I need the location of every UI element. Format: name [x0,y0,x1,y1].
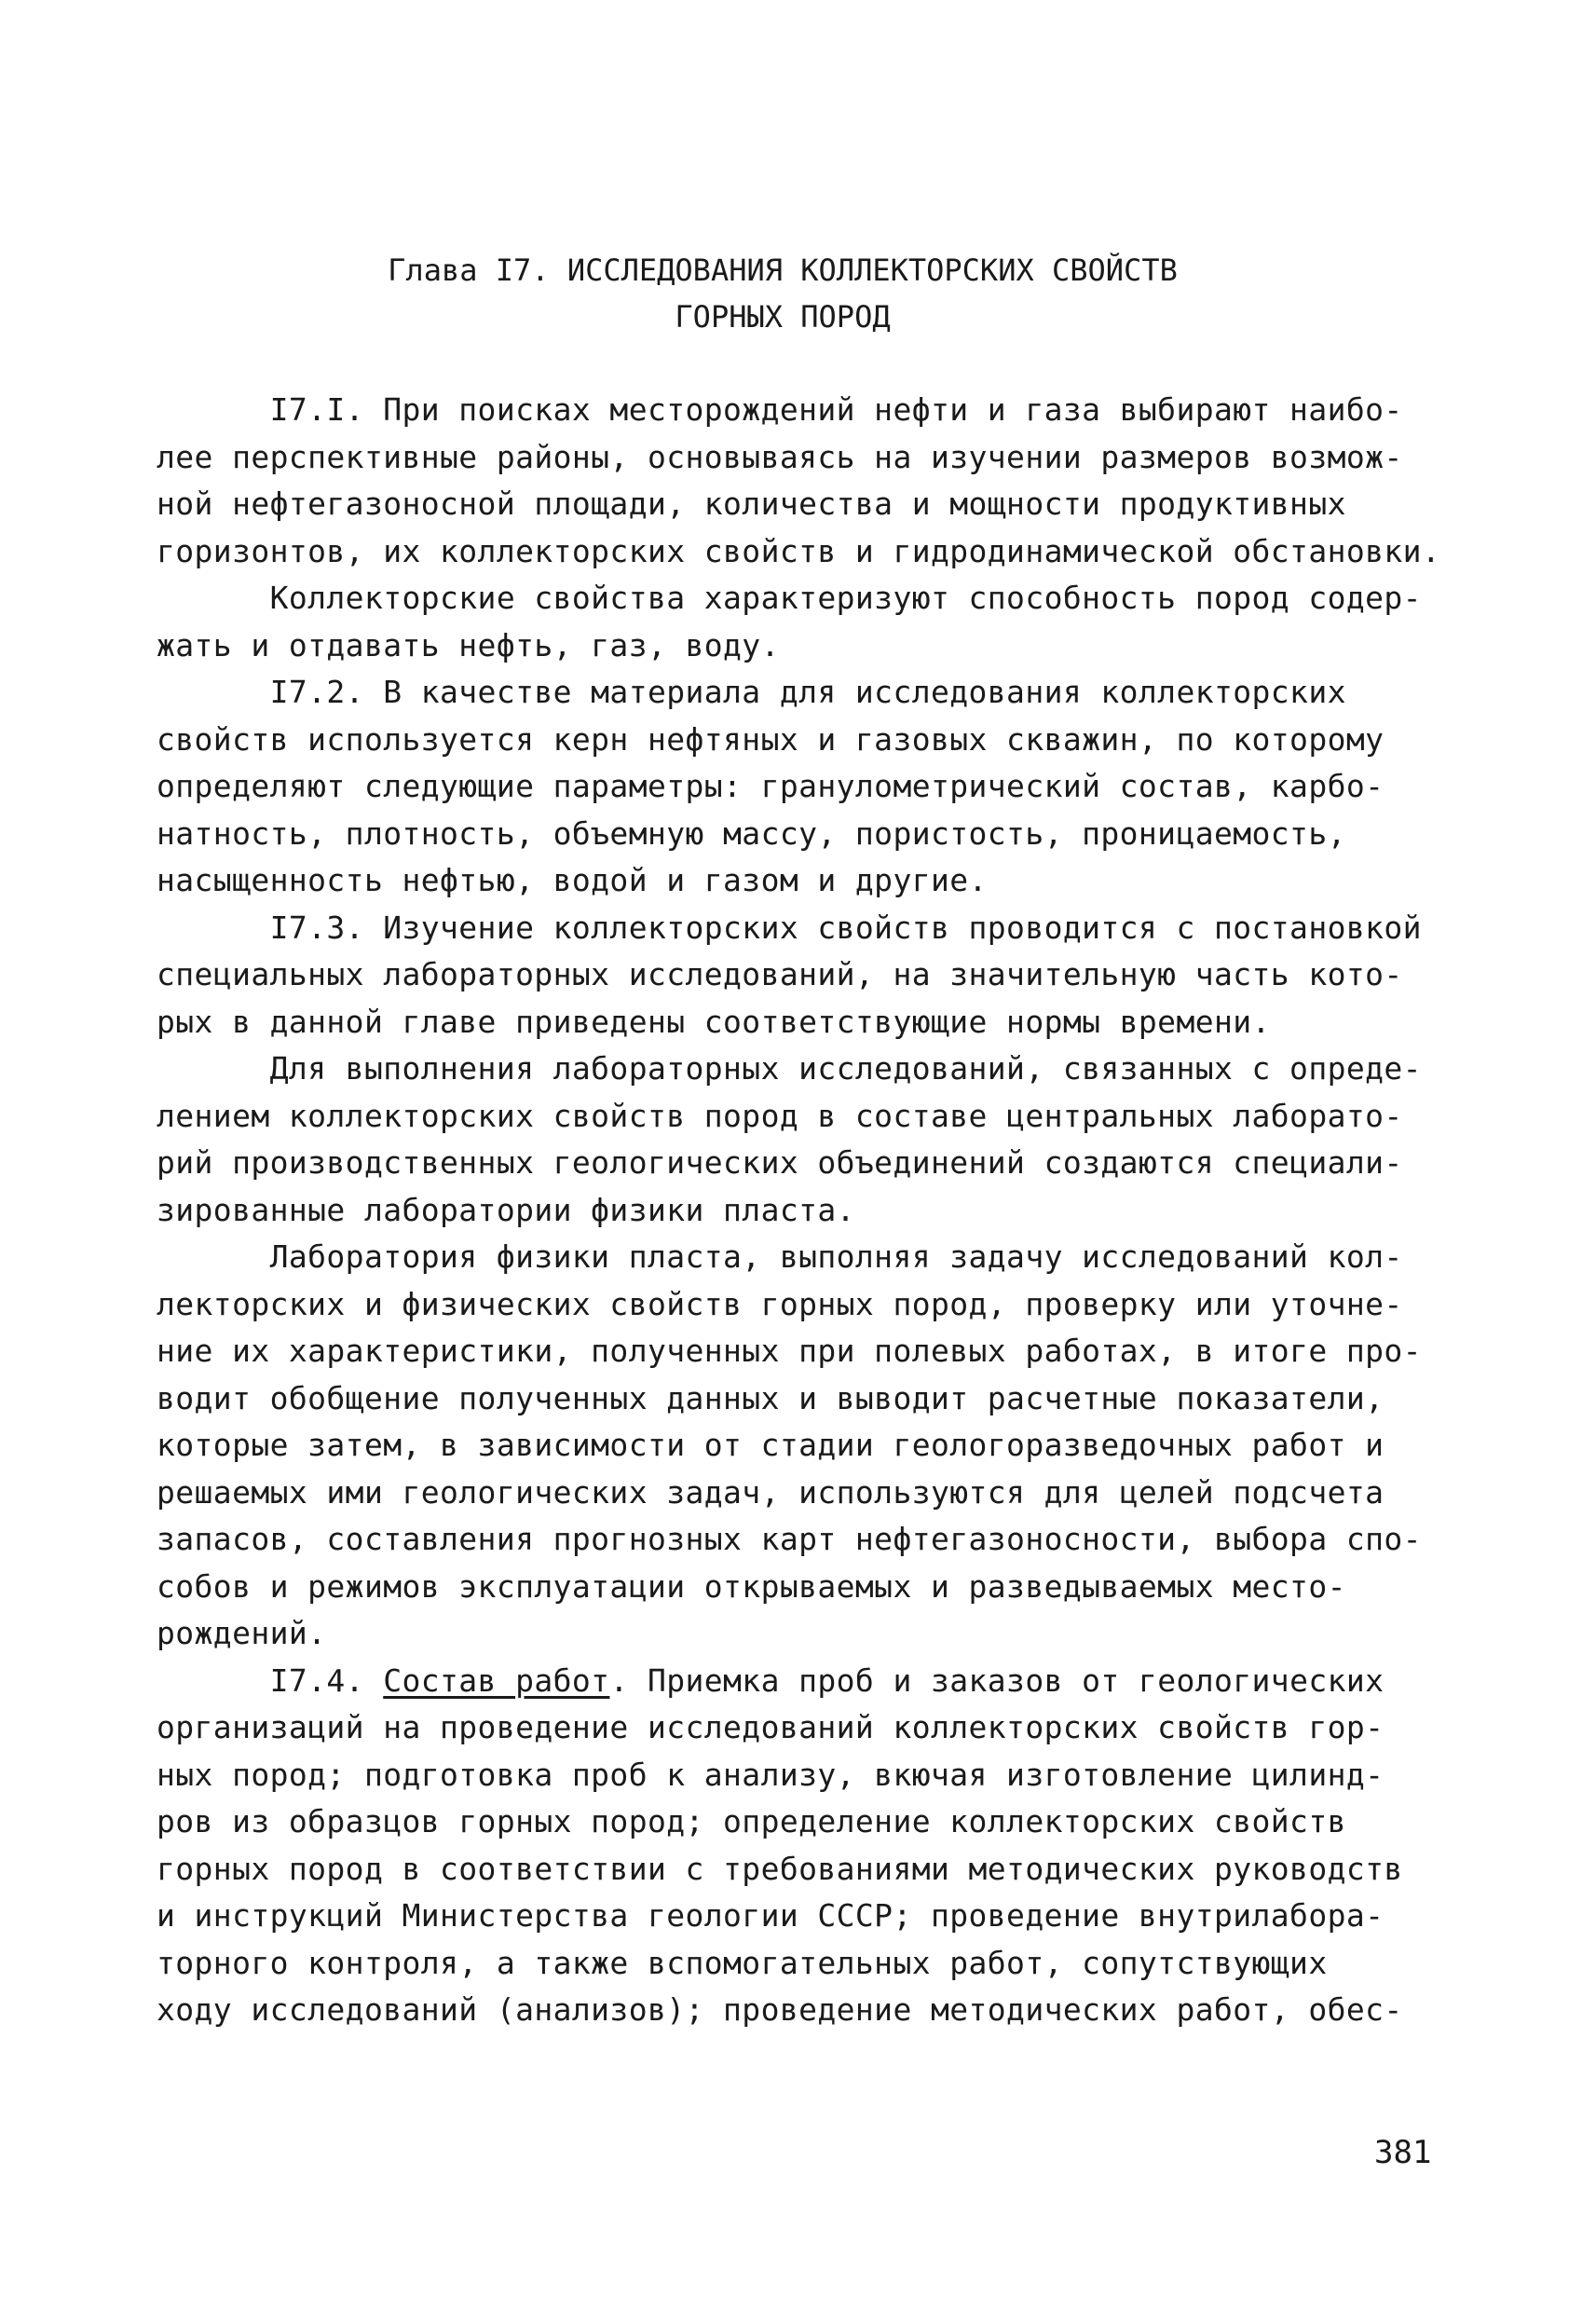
text-line: лее перспективные районы, основываясь на изучении размеров возмож- [157,438,1403,475]
text-line: ной нефтегазоносной площади, количества и мощности продуктивных [157,485,1346,522]
text-line: лением коллекторских свойств пород в составе центральных лаборато- [157,1097,1403,1134]
text-line: насыщенность нефтью, водой и газом и другие. [157,862,988,898]
text-line: определяют следующие параметры: гранулометрический состав, карбо- [157,768,1385,804]
text-line: ных пород; подготовка проб к анализу, вкючая изготовление цилинд- [157,1756,1385,1793]
section-heading: Состав работ [383,1661,610,1699]
text-line: организаций на проведение исследований коллекторских свойств гор- [157,1709,1385,1745]
text-line: горизонтов, их коллекторских свойств и гидродинамической обстановки. [157,532,1441,569]
text-line: водит обобщение полученных данных и выводит расчетные показатели, [157,1379,1385,1416]
text-line: и инструкций Министерства геологии СССР; проведение внутрилабора- [157,1897,1385,1934]
text-line: рых в данной главе приведены соответствующие нормы времени. [157,1003,1271,1040]
text-line: I7.3. Изучение коллекторских свойств проводится с постановкой [157,909,1422,946]
text-line: Коллекторские свойства характеризуют способность пород содер- [157,580,1422,616]
text-line: жать и отдавать нефть, газ, воду. [157,626,780,663]
text-line: лекторских и физических свойств горных пород, проверку или уточне- [157,1285,1403,1322]
text-line: Для выполнения лабораторных исследований, связанных с опреде- [157,1050,1422,1087]
section-17-4-line [157,1658,1480,1705]
section-text: . Приемка проб и заказов от геологических [609,1661,1385,1699]
text-line: которые затем, в зависимости от стадии геологоразведочных работ и [157,1427,1385,1463]
text-line: I7.2. В качестве материала для исследования коллекторских [157,674,1346,710]
text-line: горных пород в соответствии с требованиями методических руководств [157,1850,1403,1887]
chapter-title [233,247,1332,340]
page-number: 381 [1374,2134,1432,2171]
text-line: ходу исследований (анализов); проведение методических работ, обес- [157,1991,1403,2028]
section-number: I7.4. [157,1661,384,1699]
text-line: запасов, составления прогнозных карт нефтегазоносности, выбора спо- [157,1521,1422,1557]
body-text [157,387,1480,2034]
text-line: решаемых ими геологических задач, используются для целей подсчета [157,1473,1385,1511]
text-line: рий производственных геологических объединений создаются специали- [157,1144,1403,1181]
chapter-title-line-1: Глава I7. ИССЛЕДОВАНИЯ КОЛЛЕКТОРСКИХ СВОЙСТВ [388,253,1178,288]
text-line: ров из образцов горных пород; определение коллекторских свойств [157,1803,1346,1839]
text-line: рождений. [157,1615,327,1651]
text-line: свойств используется керн нефтяных и газовых скважин, по которому [157,720,1385,758]
text-line: I7.I. При поисках месторождений нефти и газа выбирают наибо- [157,391,1403,428]
text-line: собов и режимов эксплуатации открываемых и разведываемых место- [157,1567,1346,1605]
text-line: торного контроля, а также вспомогательных работ, сопутствующих [157,1944,1328,1981]
text-line: ние их характеристики, полученных при полевых работах, в итоге про- [157,1333,1422,1369]
chapter-title-line-2: ГОРНЫХ ПОРОД [675,299,891,335]
text-line: специальных лабораторных исследований, на значительную часть кото- [157,956,1403,992]
text-line: натность, плотность, объемную массу, пористость, проницаемость, [157,814,1346,852]
text-line: Лаборатория физики пласта, выполняя задачу исследований кол- [157,1238,1403,1275]
text-line: зированные лаборатории физики пласта. [157,1191,855,1228]
